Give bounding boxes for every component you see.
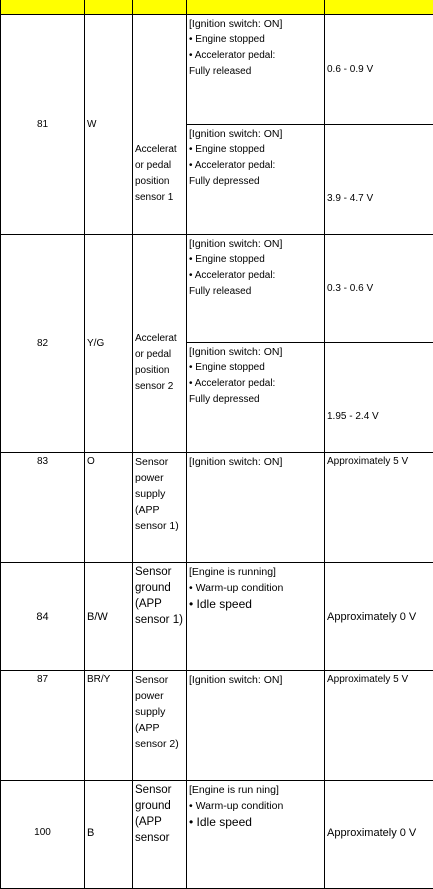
condition-line: Fully released [189,284,322,300]
condition-head: [Ignition switch: ON] [189,236,322,252]
terminal-no: 84 [1,563,85,671]
signal-name [133,453,187,563]
terminal-no: 100 [1,781,85,889]
condition-line: • Accelerator pedal: [189,268,322,284]
signal-text: Sensor power supply (APP sensor 1) [135,454,184,534]
wire-color: Y/G [85,235,133,453]
signal-text: Sensor ground (APP sensor 1) [135,564,184,628]
value-cell: Approximately 5 V [325,453,433,563]
signal-text: Sensor power supply (APP sensor 2) [135,672,184,752]
wire-color: B [85,781,133,889]
signal-name [133,781,187,889]
condition-line: • Idle speed [189,596,322,612]
signal-text: Sensor ground (APP sensor [135,782,184,846]
header-cell [187,0,325,15]
header-cell [85,0,133,15]
condition-head: [Ignition switch: ON] [189,126,322,142]
value-cell: Approximately 0 V [325,781,433,889]
condition-line: • Accelerator pedal: [189,158,322,174]
condition-line: • Engine stopped [189,252,322,268]
header-cell [1,0,85,15]
condition-head: [Engine is run ning] [189,782,322,798]
condition-line: • Engine stopped [189,32,322,48]
condition-cell [187,671,325,781]
condition-cell [187,781,325,889]
signal-text: Accelerat or pedal position sensor 1 [135,142,184,206]
condition-head: [Ignition switch: ON] [189,672,322,688]
terminal-no: 83 [1,453,85,563]
condition-cell [187,453,325,563]
condition-line: • Accelerator pedal: [189,48,322,64]
condition-line: • Warm-up condition [189,580,322,596]
condition-line: • Engine stopped [189,360,322,376]
signal-text: Accelerat or pedal position sensor 2 [135,331,184,395]
condition-line: • Accelerator pedal: [189,376,322,392]
value-cell: Approximately 5 V [325,671,433,781]
condition-cell [187,15,325,125]
table-header-row [1,0,433,15]
table-row [1,235,433,343]
signal-name [133,671,187,781]
signal-name [133,15,187,235]
value-cell: 3.9 - 4.7 V [325,125,433,235]
table-row [1,563,433,671]
condition-head: [Ignition switch: ON] [189,16,322,32]
header-cell [325,0,433,15]
condition-line: Fully depressed [189,174,322,190]
wire-color: B/W [85,563,133,671]
value-cell: Approximately 0 V [325,563,433,671]
condition-cell [187,125,325,235]
condition-line: • Warm-up condition [189,798,322,814]
terminal-no: 82 [1,235,85,453]
table-row [1,453,433,563]
condition-head: [Engine is running] [189,564,322,580]
wire-color: W [85,15,133,235]
wire-color: O [85,453,133,563]
condition-cell [187,563,325,671]
condition-line: Fully released [189,64,322,80]
condition-cell [187,235,325,343]
condition-line: Fully depressed [189,392,322,408]
terminal-no: 81 [1,15,85,235]
condition-cell [187,343,325,453]
value-cell: 1.95 - 2.4 V [325,343,433,453]
value-cell: 0.6 - 0.9 V [325,15,433,125]
terminal-no: 87 [1,671,85,781]
signal-name [133,563,187,671]
table-row [1,781,433,889]
value-cell: 0.3 - 0.6 V [325,235,433,343]
table-row [1,671,433,781]
header-cell [133,0,187,15]
condition-line: • Engine stopped [189,142,322,158]
wire-color: BR/Y [85,671,133,781]
table-row [1,15,433,125]
condition-head: [Ignition switch: ON] [189,344,322,360]
signal-name [133,235,187,453]
condition-head: [Ignition switch: ON] [189,454,322,470]
condition-line: • Idle speed [189,814,322,830]
